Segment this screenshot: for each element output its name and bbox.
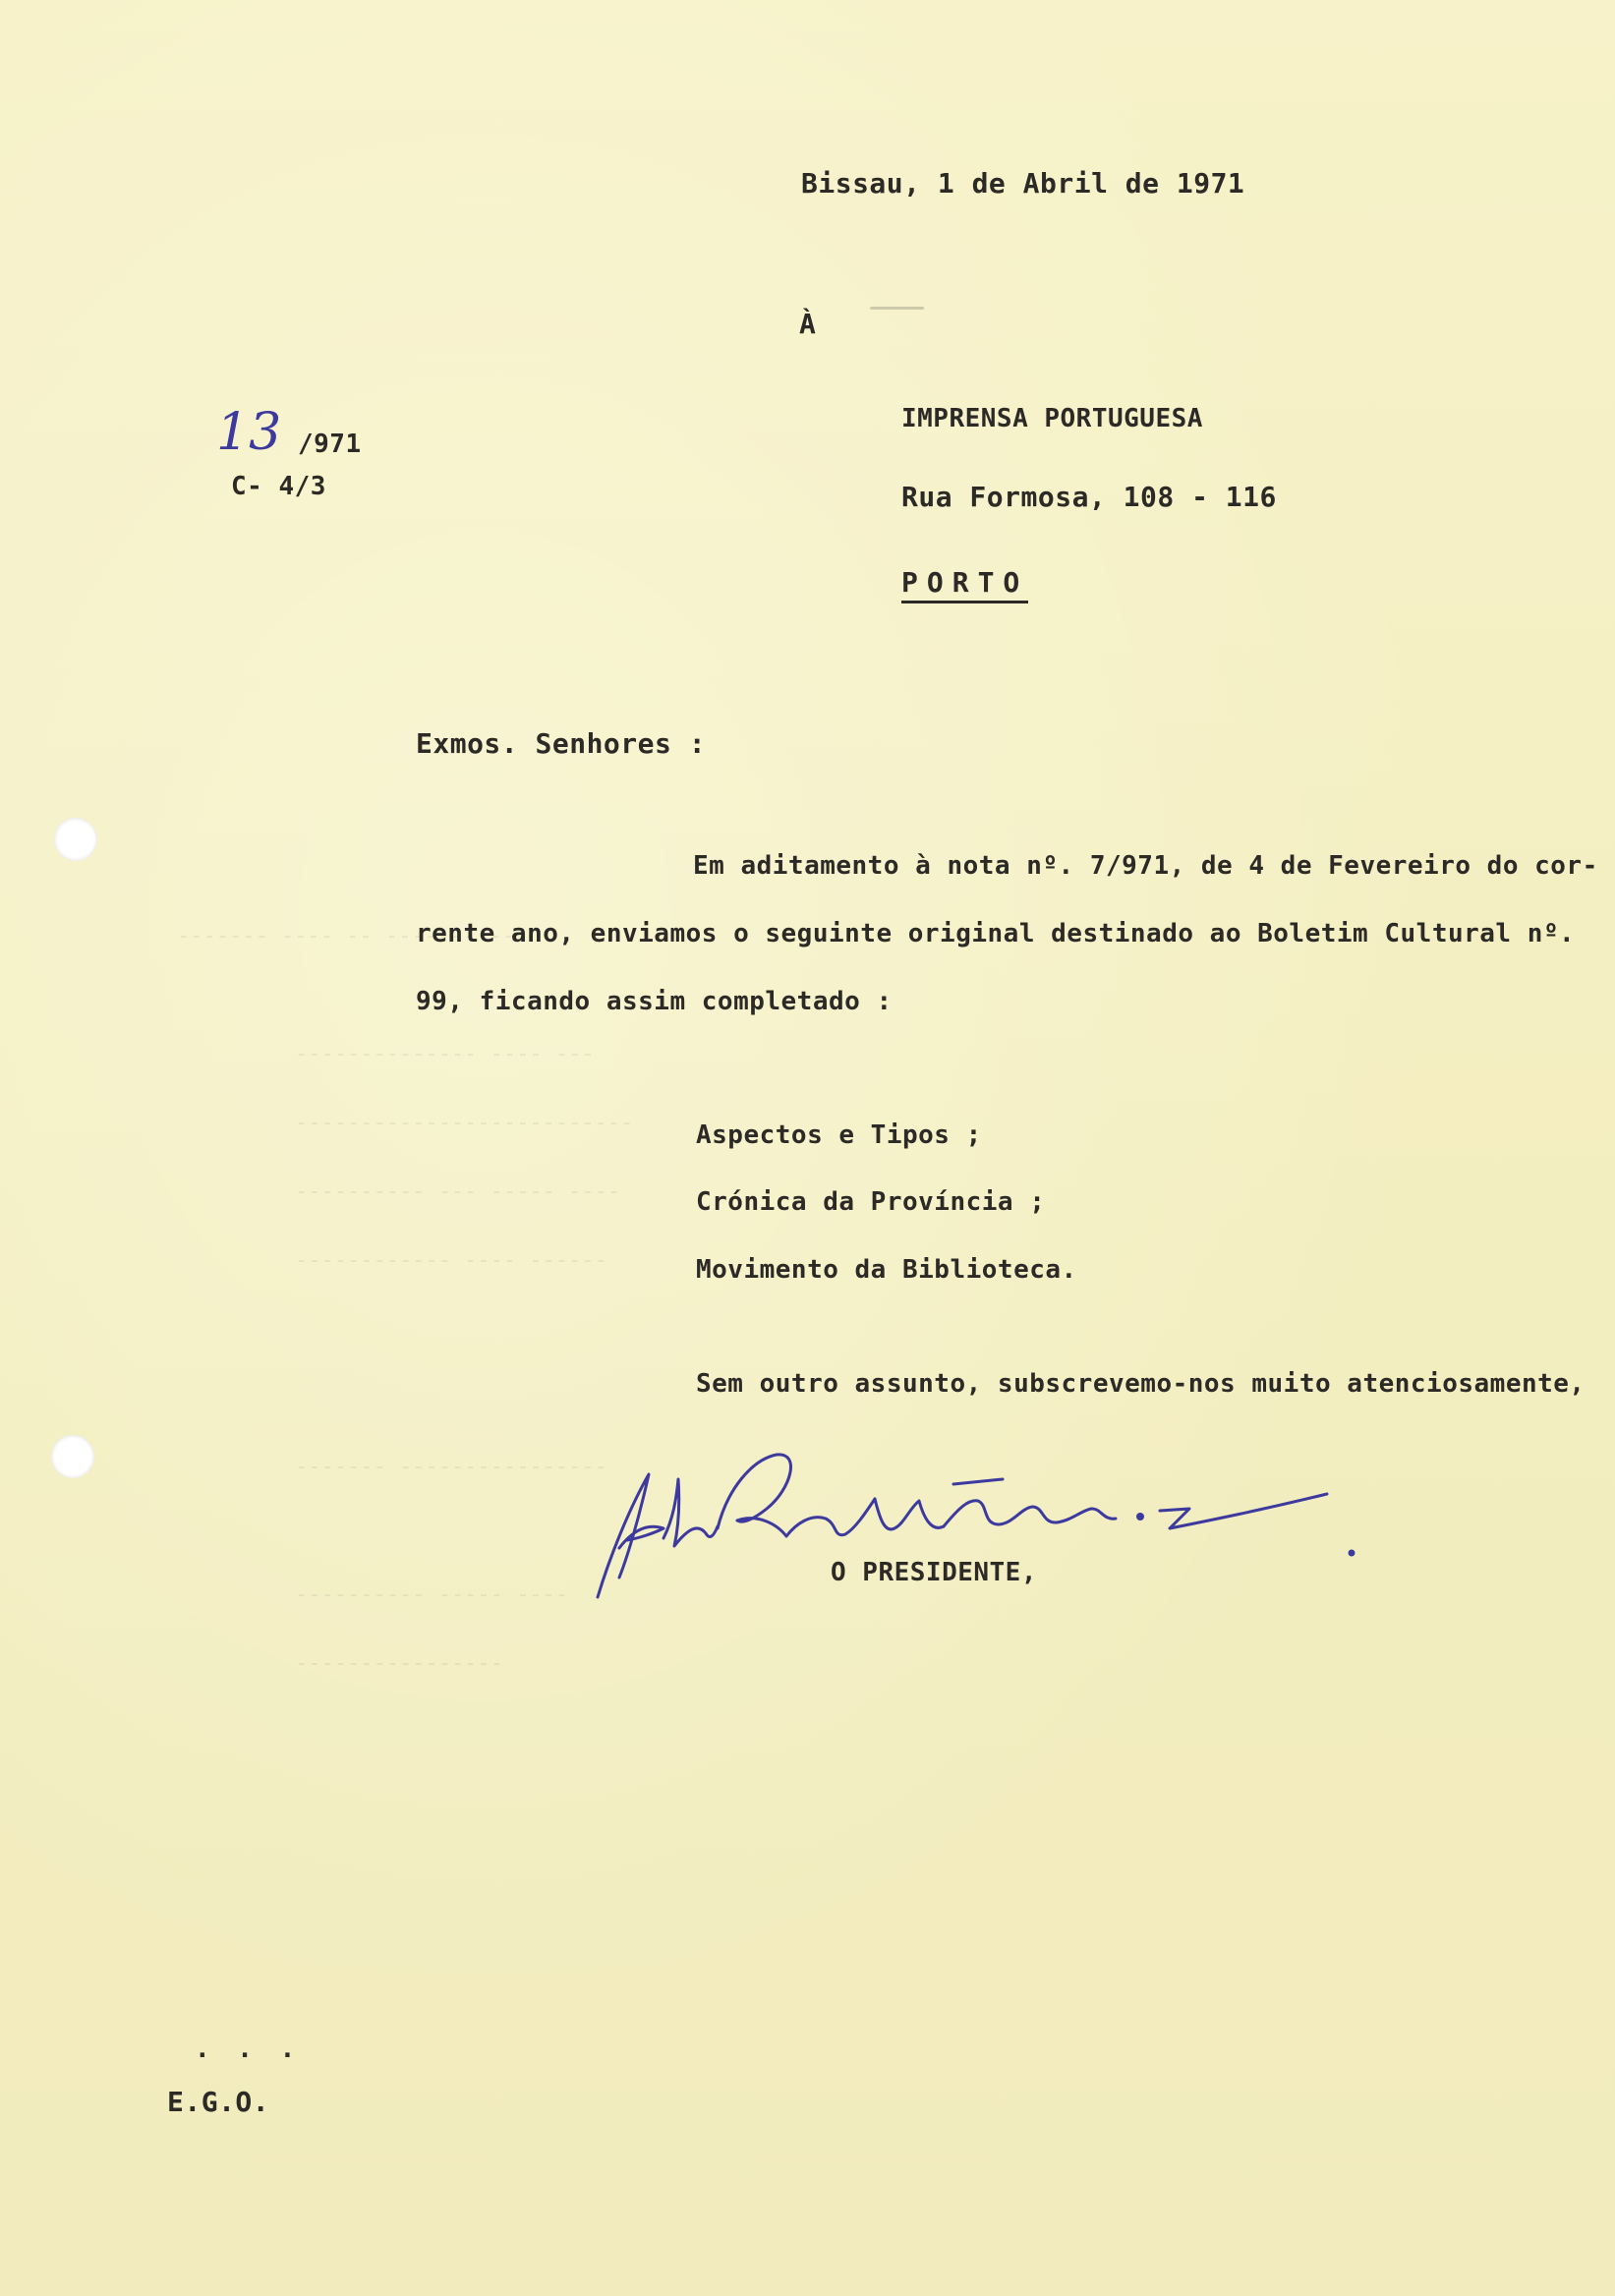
recipient-city: PORTO: [901, 566, 1028, 603]
punch-hole: [54, 818, 97, 861]
to-marker: À: [799, 308, 817, 340]
show-through-text: ---------- --- ----- ----: [295, 1179, 621, 1204]
show-through-text: ------------ ---- ------: [295, 1248, 607, 1273]
list-item: Crónica da Província ;: [696, 1187, 1046, 1217]
salutation: Exmos. Senhores :: [416, 727, 707, 760]
show-through-text: ---------- ----- ----: [295, 1582, 569, 1607]
handwritten-reference-number: 13: [216, 403, 282, 462]
signature-icon: [580, 1430, 1396, 1617]
closing-line: Sem outro assunto, subscrevemo-nos muito atenciosamente,: [696, 1369, 1586, 1399]
list-item: Aspectos e Tipos ;: [696, 1120, 982, 1150]
body-line: rente ano, enviamos o seguinte original destinado ao Boletim Cultural nº.: [416, 919, 1576, 948]
show-through-text: --------------------------: [295, 1111, 634, 1135]
reference-code: C- 4/3: [231, 472, 326, 501]
footer-dots: . . .: [195, 2035, 302, 2064]
typist-initials: E.G.O.: [167, 2086, 270, 2118]
place-date: Bissau, 1 de Abril de 1971: [801, 167, 1245, 200]
body-line: Em aditamento à nota nº. 7/971, de 4 de Fevereiro do cor-: [693, 851, 1598, 881]
show-through-text: ------- ----------------: [295, 1455, 607, 1479]
signatory-title: O PRESIDENTE,: [831, 1558, 1037, 1587]
recipient-street: Rua Formosa, 108 - 116: [901, 481, 1277, 513]
recipient-name: IMPRENSA PORTUGUESA: [901, 404, 1203, 433]
reference-year: /971: [298, 430, 362, 459]
punch-hole: [51, 1435, 94, 1478]
show-through-text: ------- ---- -- ----------: [177, 924, 516, 948]
ink-smudge: [870, 307, 924, 310]
show-through-text: ----------------: [295, 1651, 503, 1676]
show-through-text: -------------- ---- ---: [295, 1042, 595, 1066]
body-line: 99, ficando assim completado :: [416, 987, 893, 1016]
list-item: Movimento da Biblioteca.: [696, 1255, 1077, 1285]
